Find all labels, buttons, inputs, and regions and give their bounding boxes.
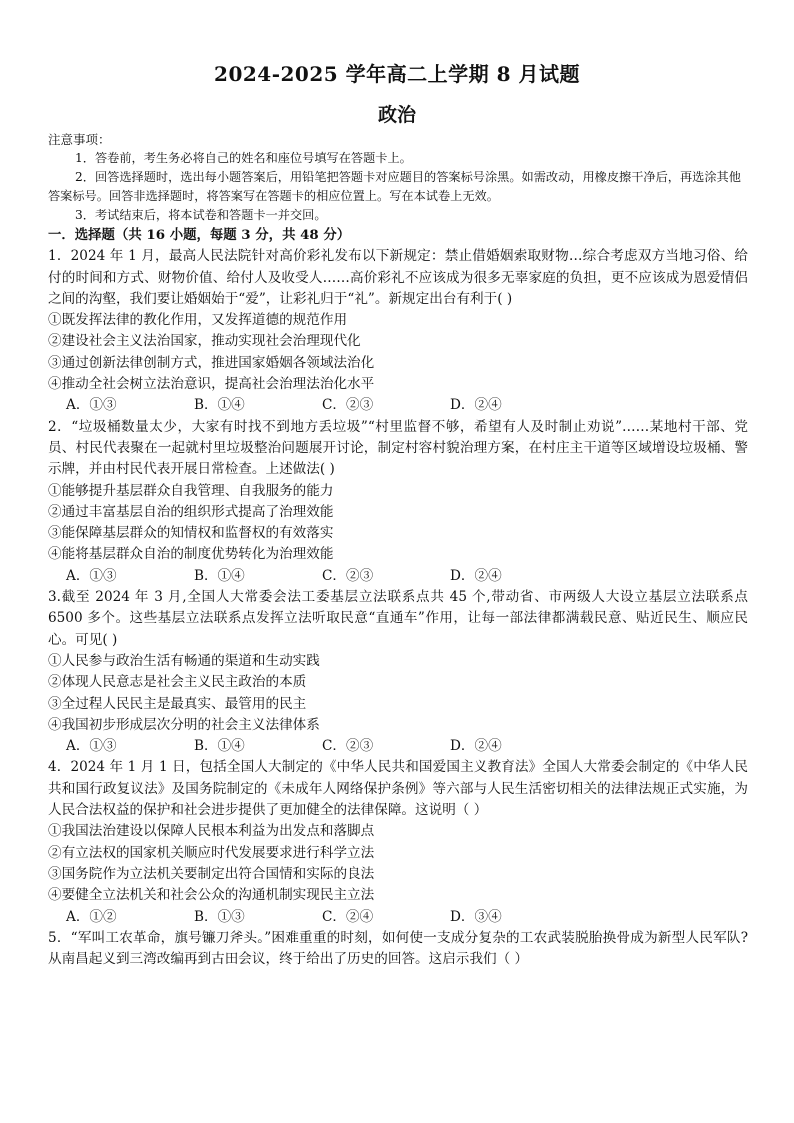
statement-option: ①能够提升基层群众自我管理、自我服务的能力 <box>48 482 334 499</box>
choice-d: D．③④ <box>450 908 502 925</box>
choice-d: D．②④ <box>450 397 502 414</box>
question-3 <box>48 587 748 757</box>
notice-item: 2．回答选择题时，选出每小题答案后，用铅笔把答题卡对应题目的答案标号涂黑。如需改动，用橡皮擦干净后，再选涂其他答案标号。回答非选择题时，将答案写在答题卡的相应位置上。写在本试卷上无效。 <box>48 170 741 203</box>
choice-c: C．②④ <box>322 908 374 925</box>
notice-item: 1．答卷前，考生务必将自己的姓名和座位号填写在答题卡上。 <box>75 151 412 165</box>
statement-option: ④我国初步形成层次分明的社会主义法律体系 <box>48 716 320 733</box>
statement-option: ①既发挥法律的教化作用，又发挥道德的规范作用 <box>48 312 348 329</box>
section-heading: 一．选择题（共 16 小题，每题 3 分，共 48 分） <box>48 227 351 243</box>
subject-title: 政治 <box>377 104 416 126</box>
question-stem: 3.截至 2024 年 3 月,全国人大常委会法工委基层立法联系点共 45 个,带动省、市两级人大设立基层立法联系点 6500 多个。这些基层立法联系点发挥立法听取民意“直通车”作用，让每一部法律都满载民意、贴近民生、顺应民心。可见( ) <box>48 589 748 648</box>
question-stem: 5．“军叫工农革命，旗号镰刀斧头。”困难重重的时刻，如何使一支成分复杂的工农武装脱胎换骨成为新型人民军队?从南昌起义到三湾改编再到古田会议，终于给出了历史的回答。这启示我们（ ） <box>48 929 748 968</box>
choice-c: C．②③ <box>322 397 374 414</box>
choice-d: D．②④ <box>450 738 502 755</box>
statement-option: ②体现人民意志是社会主义民主政治的本质 <box>48 674 307 691</box>
statement-option: ③国务院作为立法机关要制定出符合国情和实际的良法 <box>48 865 375 882</box>
statement-option: ③通过创新法律创制方式，推进国家婚姻各领域法治化 <box>48 354 375 371</box>
choice-b: B．①④ <box>194 738 245 755</box>
choice-b: B．①③ <box>194 908 245 925</box>
question-5 <box>48 928 748 971</box>
choice-c: C．②③ <box>322 738 374 755</box>
choice-d: D．②④ <box>450 567 502 584</box>
choice-a: A．①③ <box>66 397 117 414</box>
question-stem: 1．2024 年 1 月，最高人民法院针对高价彩礼发布以下新规定：禁止借婚姻索取财物…综合考虑双方当地习俗、给付的时间和方式、财物价值、给付人及收受人……高价彩礼不应该成为很多无辜家庭的负担，更不应该成为恩爱情侣之间的沟壑，我们要让婚姻始于“爱”，让彩礼归于“礼”。新规定出台有利于( ) <box>48 248 748 307</box>
statement-option: ②有立法权的国家机关顺应时代发展要求进行科学立法 <box>48 844 375 861</box>
statement-option: ③全过程人民民主是最真实、最管用的民主 <box>48 695 307 712</box>
answer-choices <box>48 907 748 928</box>
question-stem: 2．“垃圾桶数量太少，大家有时找不到地方丢垃圾”“村里监督不够，希望有人及时制止劝说”……某地村干部、党员、村民代表聚在一起就村里垃圾整治问题展开讨论，制定村容村貌治理方案，在村庄主干道等区域增设垃圾桶、警示牌，并由村民代表开展日常检查。上述做法( ) <box>48 418 748 478</box>
exam-content <box>48 130 748 970</box>
statement-option: ③能保障基层群众的知情权和监督权的有效落实 <box>48 525 334 542</box>
statement-option: ②通过丰富基层自治的组织形式提高了治理效能 <box>48 503 334 520</box>
statement-option: ④能将基层群众自治的制度优势转化为治理效能 <box>48 546 334 563</box>
choice-c: C．②③ <box>322 567 374 584</box>
choice-b: B．①④ <box>194 397 245 414</box>
choice-b: B．①④ <box>194 567 245 584</box>
exam-title: 2024-2025 学年高二上学期 8 月试题 <box>214 62 580 86</box>
answer-choices <box>48 736 748 757</box>
question-2 <box>48 417 748 587</box>
question-stem: 4．2024 年 1 月 1 日，包括全国人大制定的《中华人民共和国爱国主义教育法》全国人大常委会制定的《中华人民共和国行政复议法》及国务院制定的《未成年人网络保护条例》等六部与人民生活密切相关的法律法规正式实施，为人民合法权益的保护和社会进步提供了更加健全的法律保障。这说明（ ） <box>48 759 748 819</box>
statement-option: ①我国法治建设以保障人民根本利益为出发点和落脚点 <box>48 823 375 840</box>
question-1 <box>48 246 748 416</box>
choice-a: A．①③ <box>66 738 117 755</box>
notice-item: 3．考试结束后，将本试卷和答题卡一并交回。 <box>75 208 327 222</box>
notice-heading: 注意事项： <box>48 132 111 147</box>
choice-a: A．①③ <box>66 567 117 584</box>
choice-a: A．①② <box>66 908 117 925</box>
answer-choices <box>48 566 748 587</box>
question-4 <box>48 757 748 927</box>
statement-option: ①人民参与政治生活有畅通的渠道和生动实践 <box>48 652 320 669</box>
statement-option: ②建设社会主义法治国家，推动实现社会治理现代化 <box>48 333 361 350</box>
answer-choices <box>48 395 748 416</box>
statement-option: ④推动全社会树立法治意识，提高社会治理法治化水平 <box>48 376 375 393</box>
statement-option: ④要健全立法机关和社会公众的沟通机制实现民主立法 <box>48 887 375 904</box>
